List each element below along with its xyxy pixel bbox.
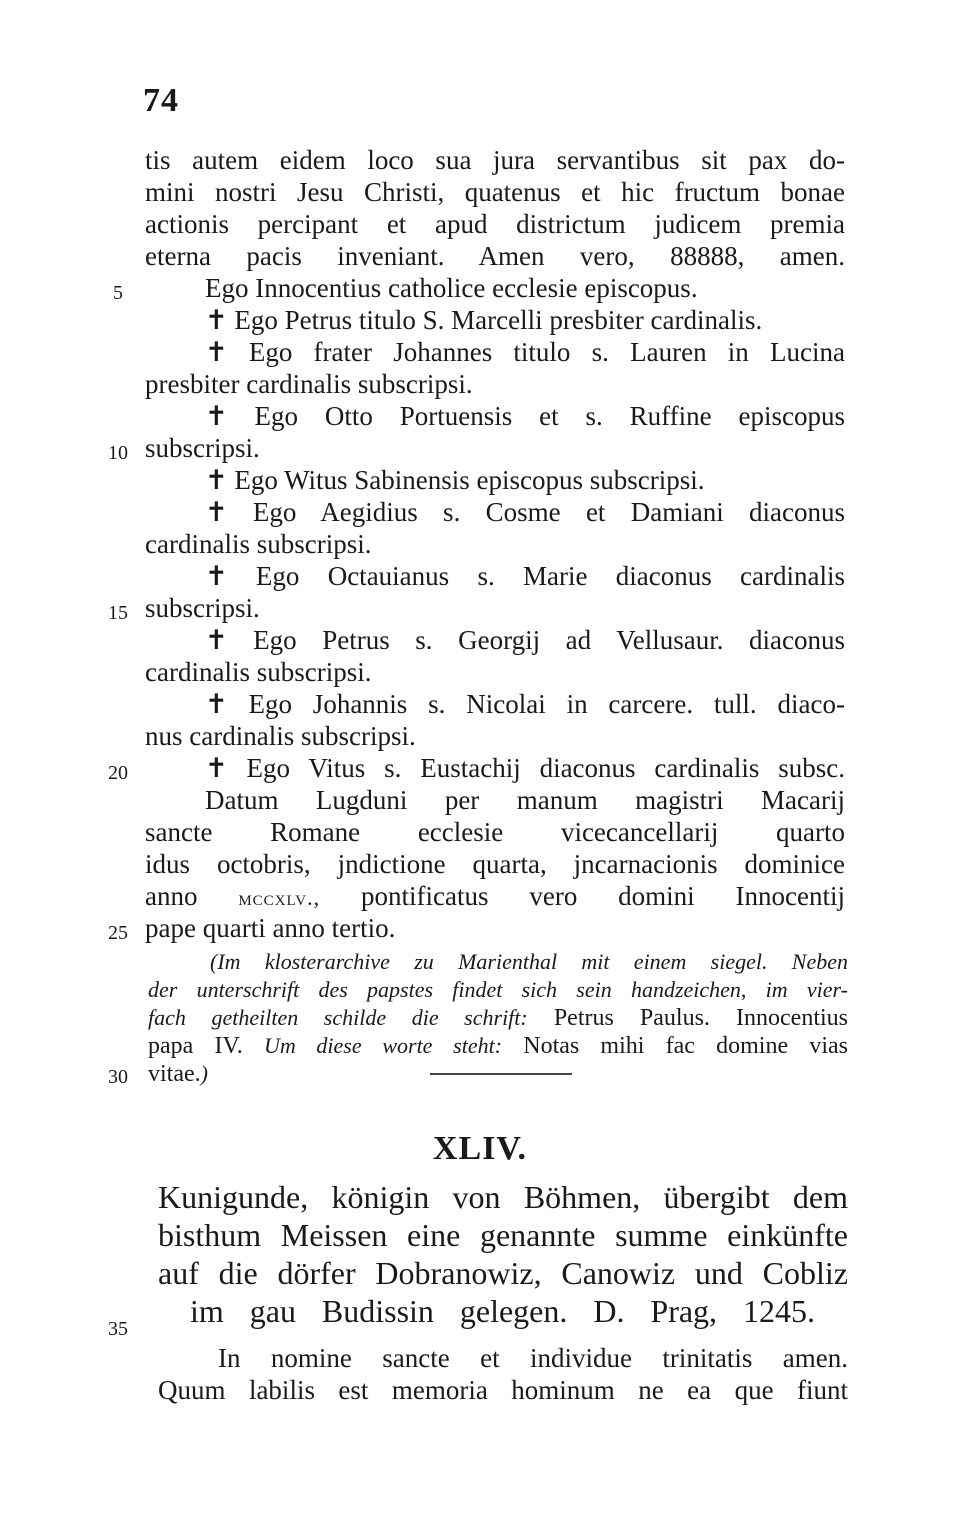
text-line: mini nostri Jesu Christi, quatenus et hic fructum bonae	[145, 177, 845, 207]
archive-note-line: papa IV. Um diese worte steht: Notas mihi fac domine vias	[148, 1033, 848, 1059]
pontificate-text: pontificatus vero domini Innocentij	[361, 881, 845, 911]
text-line: idus octobris, jndictione quarta, jncarnacionis dominice	[145, 849, 845, 879]
page-number: 74	[143, 82, 179, 119]
line-number: 5	[113, 282, 123, 304]
signature-line: ✝ Ego frater Johannes titulo s. Lauren in Lucina	[205, 337, 845, 367]
signature-line: ✝ Ego Vitus s. Eustachij diaconus cardinalis subsc.	[205, 753, 845, 783]
text-line: eterna pacis inveniant. Amen vero, 88888, amen.	[145, 241, 845, 271]
text-line: presbiter cardinalis subscripsi.	[145, 369, 473, 399]
text-line: nus cardinalis subscripsi.	[145, 721, 416, 751]
text-line: Ego Innocentius catholice ecclesie episcopus.	[205, 273, 698, 303]
signature-line: ✝ Ego Petrus titulo S. Marcelli presbiter cardinalis.	[205, 305, 763, 335]
line-number: 30	[108, 1066, 128, 1088]
archive-note-line: fach getheilten schilde die schrift: Petrus Paulus. Innocentius	[148, 1005, 848, 1031]
line-number: 20	[108, 762, 128, 784]
anno-year: mccxlv.,	[238, 885, 321, 910]
signature-line: ✝ Ego Otto Portuensis et s. Ruffine episcopus	[205, 401, 845, 431]
text-line: tis autem eidem loco sua jura servantibus sit pax do-	[145, 145, 845, 175]
line-number: 25	[108, 922, 128, 944]
document-number: XLIV.	[432, 1130, 528, 1167]
text-line: sancte Romane ecclesie vicecancellarij quarto	[145, 817, 845, 847]
anno-label: anno	[145, 881, 198, 911]
text-line: actionis percipant et apud districtum judicem premia	[145, 209, 845, 239]
signature-line: ✝ Ego Aegidius s. Cosme et Damiani diaconus	[205, 497, 845, 527]
regest-heading-line: auf die dörfer Dobranowiz, Canowiz und Cobliz	[158, 1255, 848, 1291]
line-number: 15	[108, 602, 128, 624]
text-line: cardinalis subscripsi.	[145, 529, 372, 559]
archive-note-line: der unterschrift des papstes findet sich sein handzeichen, im vier-	[148, 977, 848, 1002]
text-line: Quum labilis est memoria hominum ne ea que fiunt	[158, 1375, 848, 1405]
signature-line: ✝ Ego Petrus s. Georgij ad Vellusaur. diaconus	[205, 625, 845, 655]
text-line: Datum Lugduni per manum magistri Macarij	[205, 785, 845, 815]
text-line: pape quarti anno tertio.	[145, 913, 396, 943]
regest-heading-line: bisthum Meissen eine genannte summe einkünfte	[158, 1217, 848, 1253]
line-number: 35	[108, 1318, 128, 1340]
signature-line: ✝ Ego Johannis s. Nicolai in carcere. tull. diaco-	[205, 689, 845, 719]
signature-line: ✝ Ego Octauianus s. Marie diaconus cardinalis	[205, 561, 845, 591]
line-number: 10	[108, 442, 128, 464]
text-line	[145, 880, 845, 914]
archive-note-line: (Im klosterarchive zu Marienthal mit einem siegel. Neben	[210, 949, 848, 974]
text-line: subscripsi.	[145, 433, 260, 463]
text-line: subscripsi.	[145, 593, 260, 623]
archive-note-line: vitae.)	[148, 1061, 208, 1087]
regest-heading-line: Kunigunde, königin von Böhmen, übergibt dem	[158, 1179, 848, 1215]
signature-line: ✝ Ego Witus Sabinensis episcopus subscripsi.	[205, 465, 705, 495]
text-line: In nomine sancte et individue trinitatis amen.	[218, 1343, 848, 1373]
regest-heading-line: im gau Budissin gelegen. D. Prag, 1245.	[190, 1293, 815, 1329]
text-line: cardinalis subscripsi.	[145, 657, 372, 687]
section-divider	[430, 1073, 572, 1075]
